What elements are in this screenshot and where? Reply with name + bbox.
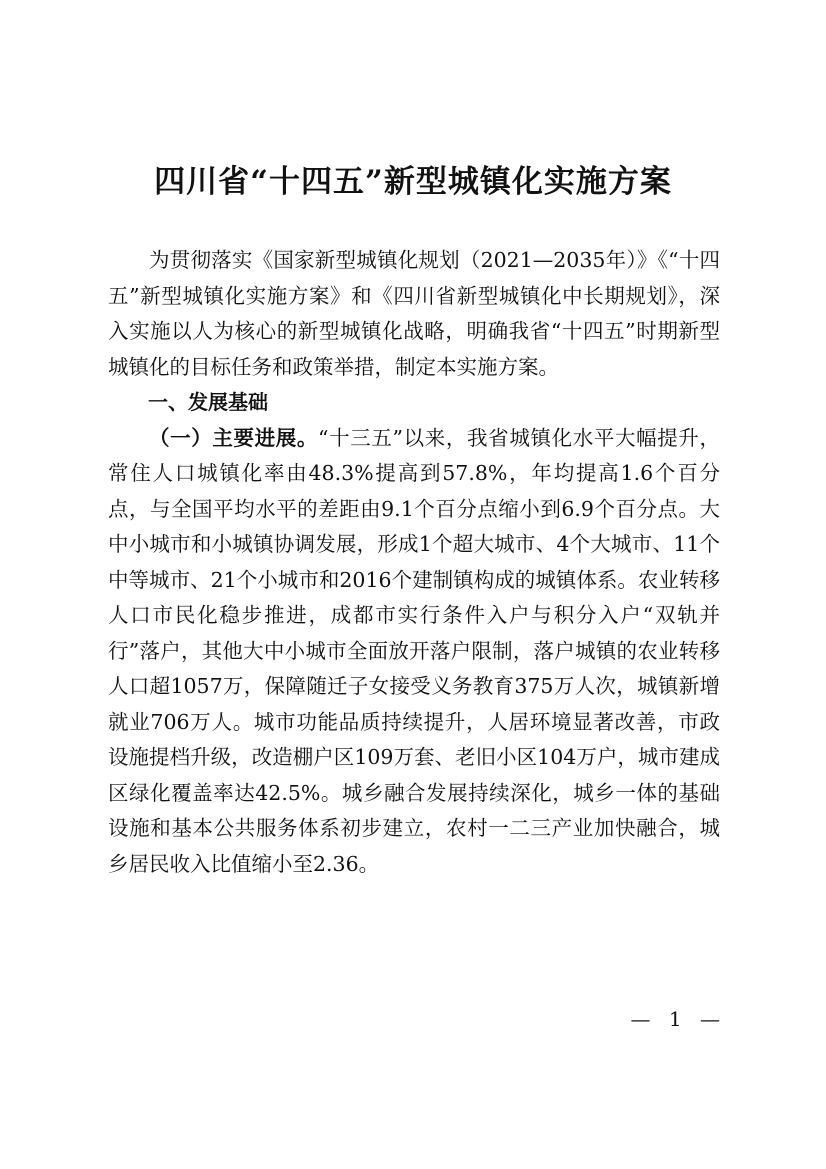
document-body: [108, 243, 720, 882]
section-heading: 一、发展基础: [148, 390, 268, 414]
intro-paragraph: 为贯彻落实《国家新型城镇化规划（2021—2035年）》《“十四五”新型城镇化实施方案》和《四川省新型城镇化中长期规划》，深入实施以人为核心的新型城镇化战略，明确我省“十四五”时期新型城镇化的目标任务和政策举措，制定本实施方案。: [108, 248, 720, 379]
subsection-lead: （一）主要进展。: [149, 425, 319, 450]
page-number: — 1 —: [630, 1007, 726, 1031]
document-title: 四川省“十四五”新型城镇化实施方案: [154, 164, 672, 200]
subsection-paragraph: [108, 421, 720, 883]
subsection-text: “十三五”以来，我省城镇化水平大幅提升，常住人口城镇化率由48.3%提高到57.8%，年均提高1.6个百分点，与全国平均水平的差距由9.1个百分点缩小到6.9个百分点。大中小城市和小城镇协调发展，形成1个超大城市、4个大城市、11个中等城市、21个小城市和2016个建制镇构成的城镇体系。农业转移人口市民化稳步推进，成都市实行条件入户与积分入户“双轨并行”落户，其他大中小城市全面放开落户限制，落户城镇的农业转移人口超1057万，保障随迁子女接受义务教育375万人次，城镇新增就业706万人。城市功能品质持续提升，人居环境显著改善，市政设施提档升级，改造棚户区109万套、老旧小区104万户，城市建成区绿化覆盖率达42.5%。城乡融合发展持续深化，城乡一体的基础设施和基本公共服务体系初步建立，农村一二三产业加快融合，城乡居民收入比值缩小至2.36。: [108, 425, 720, 876]
